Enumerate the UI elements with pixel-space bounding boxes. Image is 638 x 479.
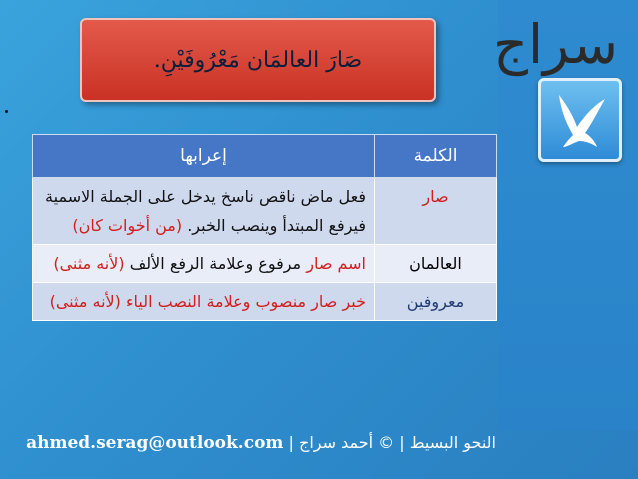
table-row bbox=[33, 245, 497, 283]
irab-cell bbox=[33, 283, 375, 321]
irab-note: (لأنه مثنى) bbox=[49, 292, 121, 311]
irab-text: خبر صار منصوب وعلامة النصب الياء bbox=[125, 292, 366, 311]
header-irab: إعرابها bbox=[33, 135, 375, 178]
irab-text: مرفوع وعلامة الرفع الألف bbox=[129, 254, 302, 273]
table-row bbox=[33, 178, 497, 245]
sentence-title: صَارَ العالمَان مَعْرُوفَيْنِ. bbox=[153, 47, 363, 73]
irab-note: (من أخوات كان) bbox=[72, 216, 183, 235]
footer-site-name: النحو البسيط bbox=[409, 433, 496, 452]
word-cell: العالمان bbox=[375, 245, 497, 283]
logo-text: سراج bbox=[493, 13, 618, 76]
irab-note: (لأنه مثنى) bbox=[53, 254, 125, 273]
header-word: الكلمة bbox=[375, 135, 497, 178]
decorative-dot bbox=[5, 110, 8, 113]
table-header-row bbox=[33, 135, 497, 178]
bird-logo-icon bbox=[538, 78, 622, 162]
sentence-title-banner bbox=[80, 18, 436, 102]
footer-email: ahmed.serag@outlook.com bbox=[26, 433, 284, 453]
table-row bbox=[33, 283, 497, 321]
irab-cell bbox=[33, 178, 375, 245]
word-cell: معروفين bbox=[375, 283, 497, 321]
irab-table bbox=[32, 134, 497, 321]
word-cell: صار bbox=[375, 178, 497, 245]
footer-separator: | bbox=[399, 433, 405, 452]
irab-cell bbox=[33, 245, 375, 283]
footer-credits bbox=[6, 430, 496, 456]
footer-copyright: © أحمد سراج bbox=[298, 433, 395, 452]
irab-text: فعل ماض ناقص ناسخ يدخل على الجملة الاسمية فيرفع المبتدأ وينصب الخبر. bbox=[45, 187, 366, 235]
irab-highlight: اسم صار bbox=[306, 254, 366, 273]
footer-separator: | bbox=[288, 433, 294, 452]
